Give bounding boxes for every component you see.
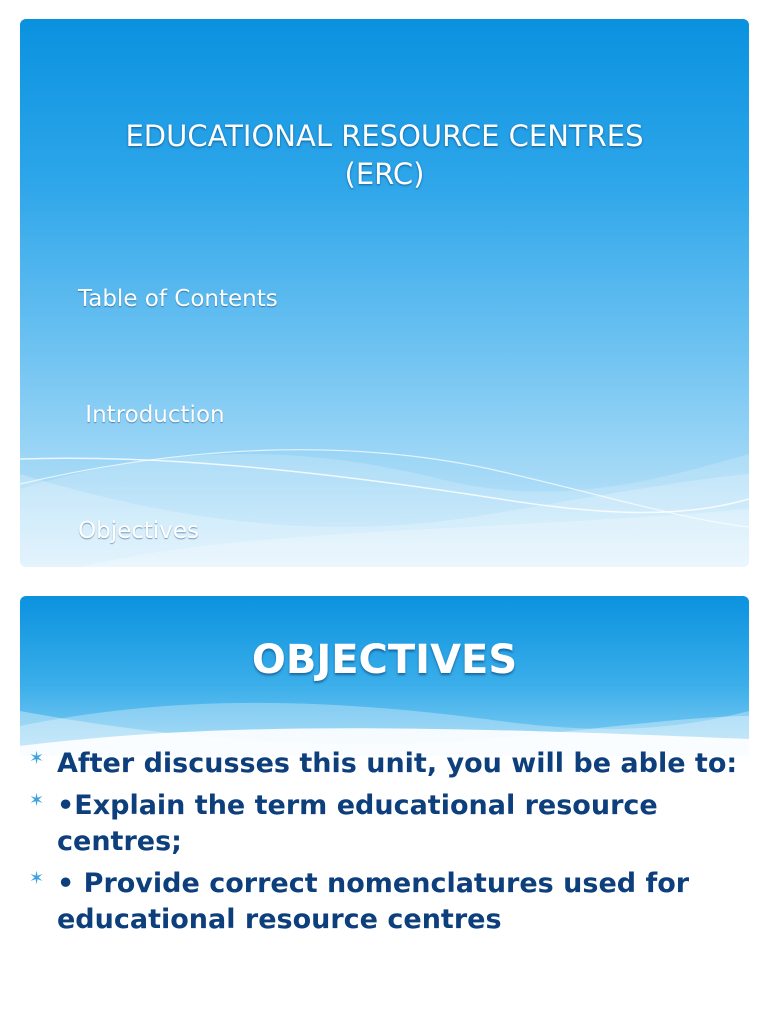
objectives-title: OBJECTIVES [251,637,518,683]
title-line-1: EDUCATIONAL RESOURCE CENTRES [125,119,644,153]
bullet-text: After discusses this unit, you will be able to: [57,748,738,779]
slide-title-heading [20,117,749,193]
objectives-list [20,746,749,944]
list-item [20,866,749,938]
slide-header [20,596,749,756]
asterisk-star-icon: ✶ [29,790,45,811]
toc-item: Table of Contents [78,285,278,312]
toc-item: Objectives [78,518,200,545]
bullet-text: •Explain the term educational resource centres; [57,790,658,857]
slide-objectives [20,596,749,1024]
slide-title [20,19,749,567]
bullet-text: • Provide correct nomenclatures used for educational resource centres [57,868,690,935]
asterisk-star-icon: ✶ [29,748,45,769]
list-item [20,788,749,860]
asterisk-star-icon: ✶ [29,868,45,889]
table-of-contents [78,202,545,567]
toc-item: Introduction [78,401,225,428]
list-item [20,746,749,782]
title-line-2: (ERC) [344,157,425,191]
